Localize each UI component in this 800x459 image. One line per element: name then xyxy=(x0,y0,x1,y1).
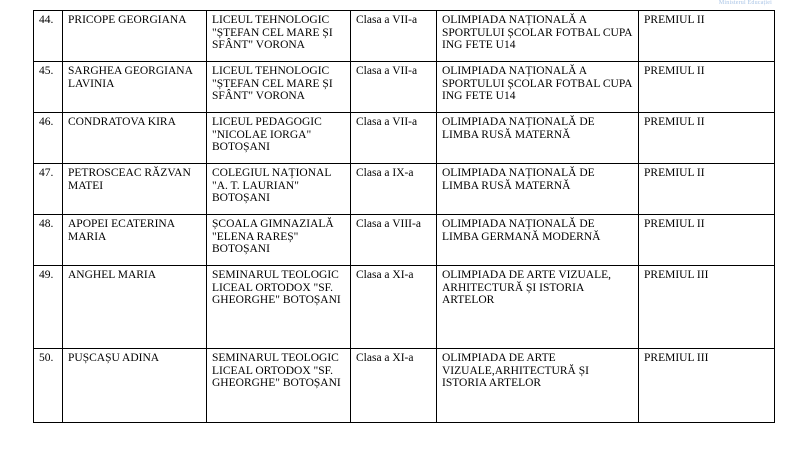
prize: PREMIUL II xyxy=(639,62,775,113)
row-number: 49. xyxy=(34,266,63,349)
prize: PREMIUL II xyxy=(639,164,775,215)
table-row xyxy=(34,215,775,266)
student-name: PRICOPE GEORGIANA xyxy=(63,11,207,62)
table-row xyxy=(34,266,775,349)
student-name: APOPEI ECATERINA MARIA xyxy=(63,215,207,266)
prize: PREMIUL II xyxy=(639,215,775,266)
grade: Clasa a XI-a xyxy=(351,266,437,349)
row-number: 47. xyxy=(34,164,63,215)
student-name: ANGHEL MARIA xyxy=(63,266,207,349)
row-number: 50. xyxy=(34,349,63,423)
row-number: 48. xyxy=(34,215,63,266)
prize: PREMIUL III xyxy=(639,349,775,423)
row-number: 45. xyxy=(34,62,63,113)
grade: Clasa a VII-a xyxy=(351,113,437,164)
olympiad: OLIMPIADA DE ARTE VIZUALE,ARHITECTURĂ ȘI ISTORIA ARTELOR xyxy=(437,349,639,423)
corner-watermark: Ministerul Educației xyxy=(718,0,772,6)
awards-table xyxy=(33,10,775,423)
olympiad: OLIMPIADA NAȚIONALĂ DE LIMBA RUSĂ MATERNĂ xyxy=(437,164,639,215)
school-name: ȘCOALA GIMNAZIALĂ "ELENA RAREȘ" BOTOȘANI xyxy=(207,215,351,266)
student-name: PETROSCEAC RĂZVAN MATEI xyxy=(63,164,207,215)
olympiad: OLIMPIADA NAȚIONALĂ A SPORTULUI ȘCOLAR FOTBAL CUPA ING FETE U14 xyxy=(437,11,639,62)
olympiad: OLIMPIADA DE ARTE VIZUALE, ARHITECTURĂ ȘI ISTORIA ARTELOR xyxy=(437,266,639,349)
row-number: 46. xyxy=(34,113,63,164)
prize: PREMIUL II xyxy=(639,11,775,62)
grade: Clasa a XI-a xyxy=(351,349,437,423)
table-row xyxy=(34,349,775,423)
student-name: SARGHEA GEORGIANA LAVINIA xyxy=(63,62,207,113)
row-number: 44. xyxy=(34,11,63,62)
prize: PREMIUL III xyxy=(639,266,775,349)
table-row xyxy=(34,113,775,164)
student-name: CONDRATOVA KIRA xyxy=(63,113,207,164)
table-row xyxy=(34,164,775,215)
school-name: COLEGIUL NAȚIONAL "A. T. LAURIAN" BOTOȘANI xyxy=(207,164,351,215)
grade: Clasa a VII-a xyxy=(351,11,437,62)
olympiad: OLIMPIADA NAȚIONALĂ DE LIMBA GERMANĂ MODERNĂ xyxy=(437,215,639,266)
table-row xyxy=(34,62,775,113)
grade: Clasa a VII-a xyxy=(351,62,437,113)
student-name: PUȘCAȘU ADINA xyxy=(63,349,207,423)
prize: PREMIUL II xyxy=(639,113,775,164)
school-name: LICEUL PEDAGOGIC "NICOLAE IORGA" BOTOȘANI xyxy=(207,113,351,164)
grade: Clasa a VIII-a xyxy=(351,215,437,266)
school-name: LICEUL TEHNOLOGIC "ȘTEFAN CEL MARE ȘI SFÂNT" VORONA xyxy=(207,62,351,113)
school-name: LICEUL TEHNOLOGIC "ȘTEFAN CEL MARE ȘI SFÂNT" VORONA xyxy=(207,11,351,62)
olympiad: OLIMPIADA NAȚIONALĂ DE LIMBA RUSĂ MATERNĂ xyxy=(437,113,639,164)
school-name: SEMINARUL TEOLOGIC LICEAL ORTODOX "SF. GHEORGHE" BOTOȘANI xyxy=(207,349,351,423)
school-name: SEMINARUL TEOLOGIC LICEAL ORTODOX "SF. GHEORGHE" BOTOȘANI xyxy=(207,266,351,349)
olympiad: OLIMPIADA NAȚIONALĂ A SPORTULUI ȘCOLAR FOTBAL CUPA ING FETE U14 xyxy=(437,62,639,113)
table-row xyxy=(34,11,775,62)
grade: Clasa a IX-a xyxy=(351,164,437,215)
